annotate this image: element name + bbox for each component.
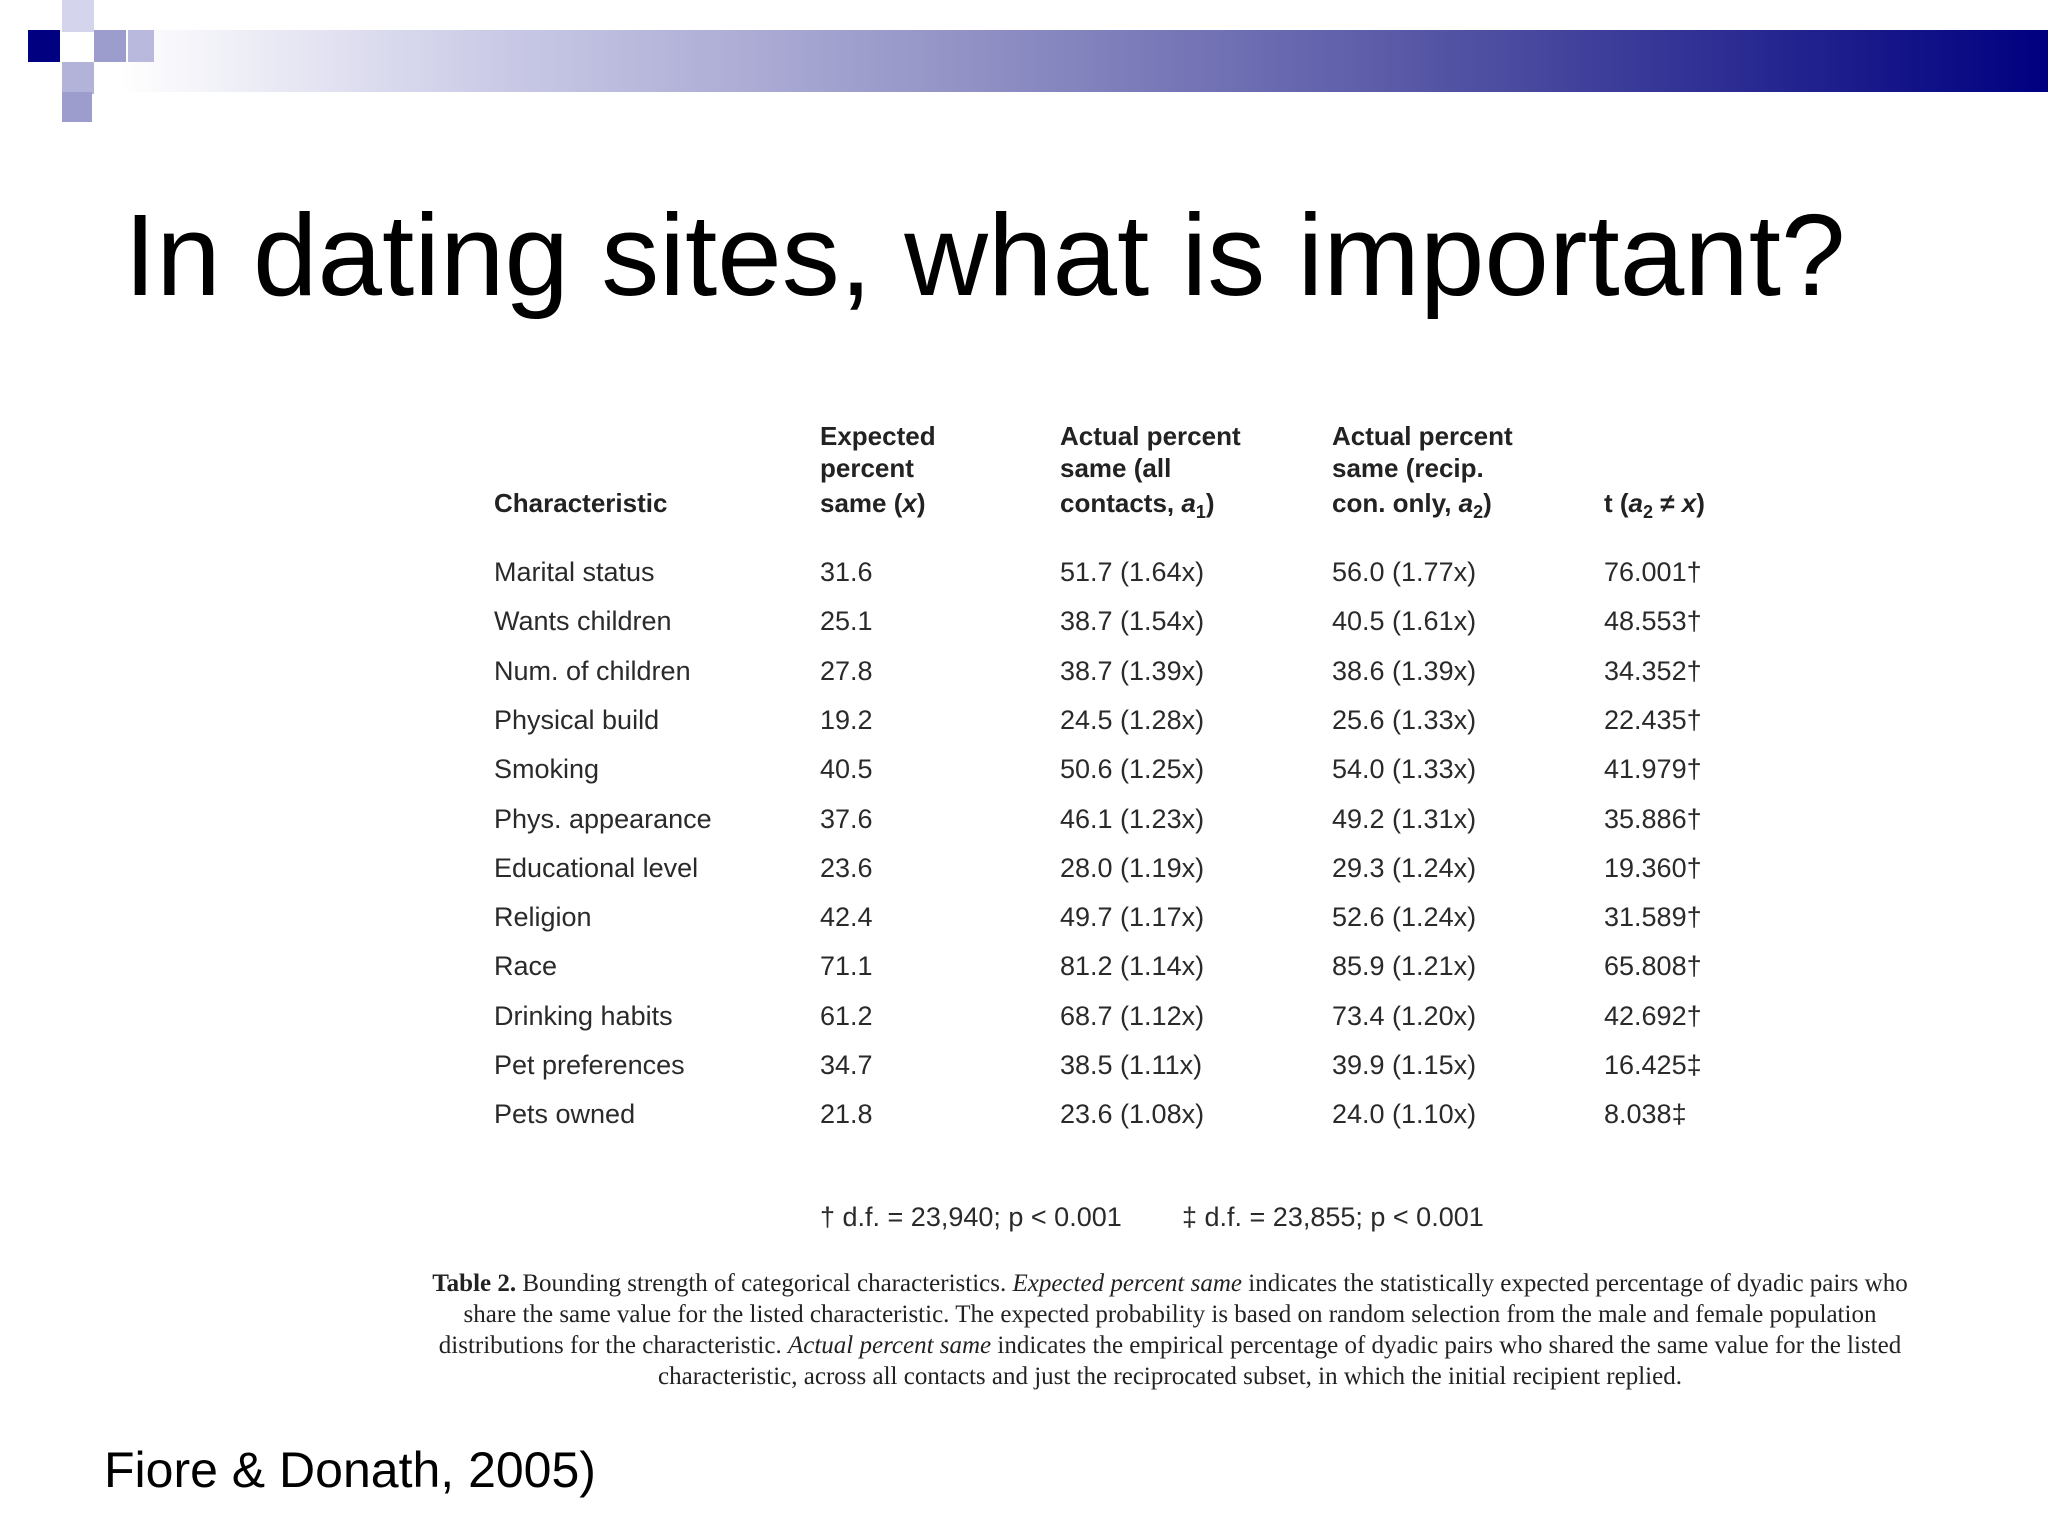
row-actual-recip: 40.5 (1.61x) — [1332, 606, 1477, 636]
row-characteristic: Marital status — [494, 557, 655, 587]
row-t: 19.360† — [1604, 853, 1702, 883]
caption-term: Expected percent same — [1012, 1270, 1242, 1297]
row-actual-all: 46.1 (1.23x) — [1060, 804, 1205, 834]
caption-text: indicates the statistically expected percentage of dyadic pairs who share the same value for the listed characteristic. The expected probability is based on random selection from the male and female population distributions for the characteristic. — [438, 1270, 1908, 1359]
row-t: 65.808† — [1604, 951, 1702, 981]
header-expected-line1: Expected — [820, 421, 936, 451]
citation: Fiore & Donath, 2005) — [104, 1442, 596, 1498]
row-expected: 71.1 — [820, 951, 873, 981]
row-actual-recip: 29.3 (1.24x) — [1332, 853, 1477, 883]
row-actual-recip: 54.0 (1.33x) — [1332, 754, 1477, 784]
row-actual-all: 38.5 (1.11x) — [1060, 1050, 1203, 1080]
row-characteristic: Race — [494, 951, 558, 981]
slide-title: In dating sites, what is important? — [124, 190, 1846, 320]
row-t: 34.352† — [1604, 656, 1702, 686]
header-characteristic: Characteristic — [494, 488, 668, 518]
row-actual-all: 81.2 (1.14x) — [1060, 951, 1205, 981]
row-expected: 61.2 — [820, 1001, 873, 1031]
caption-text: Bounding strength of categorical characteristics. — [516, 1270, 1013, 1297]
header-t: t $(a_2 \ne x)$ — [1604, 488, 1705, 523]
row-actual-all: 50.6 (1.25x) — [1060, 754, 1205, 784]
row-actual-all: 23.6 (1.08x) — [1060, 1099, 1205, 1129]
row-characteristic: Wants children — [494, 606, 672, 636]
row-actual-recip: 25.6 (1.33x) — [1332, 705, 1477, 735]
row-characteristic: Educational level — [494, 853, 699, 883]
row-actual-all: 51.7 (1.64x) — [1060, 557, 1205, 587]
row-expected: 21.8 — [820, 1099, 873, 1129]
row-t: 31.589† — [1604, 902, 1702, 932]
header-actual-recip-line1: Actual percent — [1332, 421, 1513, 451]
row-actual-recip: 56.0 (1.77x) — [1332, 557, 1477, 587]
row-expected: 19.2 — [820, 705, 873, 735]
row-actual-all: 38.7 (1.54x) — [1060, 606, 1205, 636]
row-characteristic: Smoking — [494, 754, 600, 784]
row-characteristic: Pet preferences — [494, 1050, 685, 1080]
header-expected-line3: same (x) — [820, 488, 926, 518]
row-actual-all: 38.7 (1.39x) — [1060, 656, 1205, 686]
row-expected: 31.6 — [820, 557, 873, 587]
row-actual-recip: 73.4 (1.20x) — [1332, 1001, 1477, 1031]
row-expected: 34.7 — [820, 1050, 873, 1080]
header-actual-all-line2: same (all — [1060, 453, 1172, 483]
row-actual-all: 24.5 (1.28x) — [1060, 705, 1205, 735]
row-actual-recip: 39.9 (1.15x) — [1332, 1050, 1477, 1080]
row-actual-recip: 38.6 (1.39x) — [1332, 656, 1477, 686]
row-characteristic: Physical build — [494, 705, 660, 735]
caption-text: indicates the empirical percentage of dyadic pairs who shared the same value for the listed characteristic, across all contacts and just the reciprocated subset, in which the initial recipient replied. — [658, 1332, 1902, 1390]
row-expected: 40.5 — [820, 754, 873, 784]
caption-term: Actual percent same — [787, 1332, 992, 1359]
row-t: 48.553† — [1604, 606, 1702, 636]
row-expected: 27.8 — [820, 656, 873, 686]
row-characteristic: Phys. appearance — [494, 804, 712, 834]
header-actual-all-line1: Actual percent — [1060, 421, 1241, 451]
row-characteristic: Num. of children — [494, 656, 691, 686]
row-t: 41.979† — [1604, 754, 1702, 784]
header-actual-all-line3: contacts, $a_1$) — [1060, 488, 1215, 523]
row-expected: 42.4 — [820, 902, 873, 932]
row-t: 35.886† — [1604, 804, 1702, 834]
row-actual-recip: 85.9 (1.21x) — [1332, 951, 1477, 981]
row-t: 22.435† — [1604, 705, 1702, 735]
row-actual-all: 28.0 (1.19x) — [1060, 853, 1205, 883]
header-actual-recip-line3: con. only, $a_2$) — [1332, 488, 1492, 523]
row-characteristic: Drinking habits — [494, 1001, 673, 1031]
row-actual-recip: 24.0 (1.10x) — [1332, 1099, 1477, 1129]
row-characteristic: Pets owned — [494, 1099, 636, 1129]
header-actual-recip-line2: same (recip. — [1332, 453, 1484, 483]
footnote-dagger: † d.f. = 23,940; p < 0.001 — [820, 1202, 1122, 1232]
row-actual-recip: 49.2 (1.31x) — [1332, 804, 1477, 834]
footnote-double-dagger: ‡ d.f. = 23,855; p < 0.001 — [1182, 1202, 1484, 1232]
row-characteristic: Religion — [494, 902, 592, 932]
caption-label: Table 2. — [432, 1270, 517, 1297]
row-t: 16.425‡ — [1604, 1050, 1702, 1080]
row-expected: 23.6 — [820, 853, 873, 883]
row-expected: 25.1 — [820, 606, 873, 636]
row-actual-recip: 52.6 (1.24x) — [1332, 902, 1477, 932]
row-t: 42.692† — [1604, 1001, 1702, 1031]
row-actual-all: 68.7 (1.12x) — [1060, 1001, 1205, 1031]
table-caption — [420, 1268, 1920, 1392]
row-t: 8.038‡ — [1604, 1099, 1687, 1129]
header-expected-line2: percent — [820, 453, 914, 483]
row-actual-all: 49.7 (1.17x) — [1060, 902, 1205, 932]
row-t: 76.001† — [1604, 557, 1702, 587]
row-expected: 37.6 — [820, 804, 873, 834]
